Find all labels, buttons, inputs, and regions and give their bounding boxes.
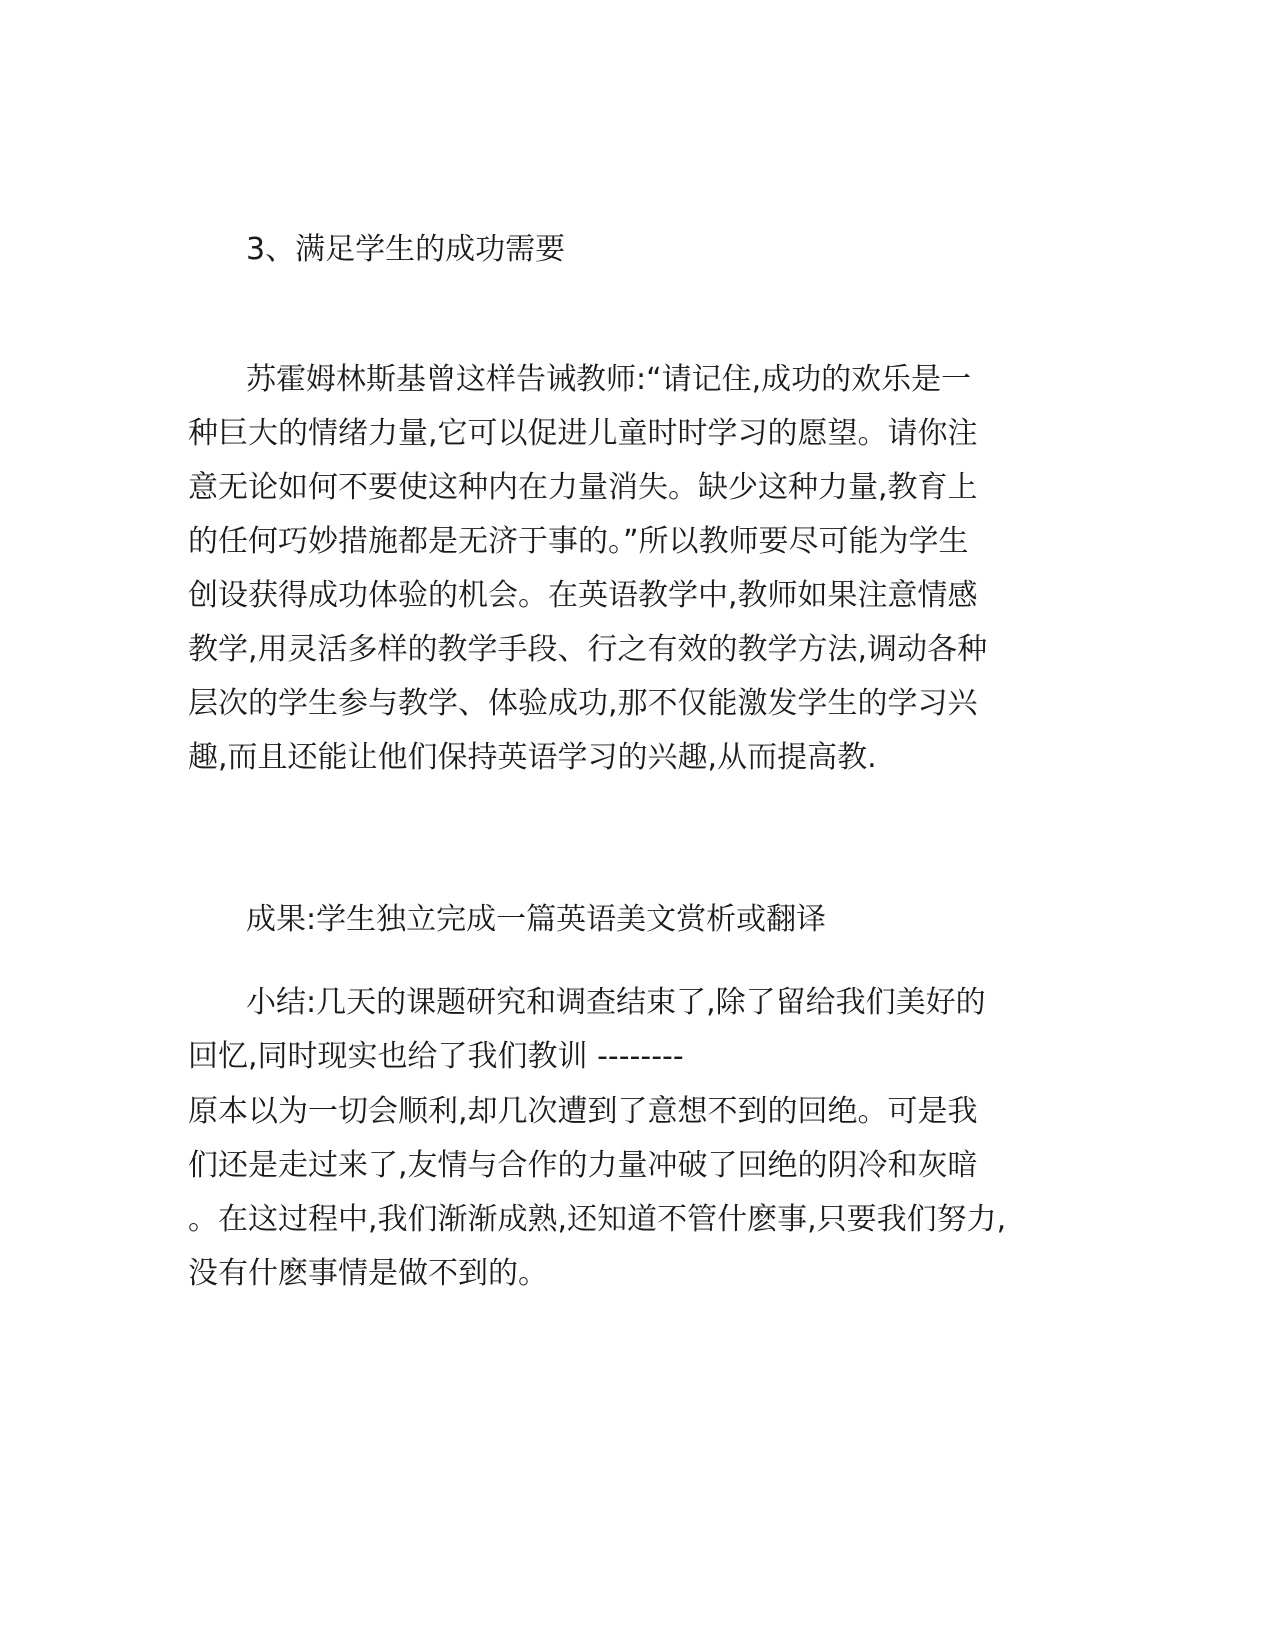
paragraph-line: 的任何巧妙措施都是无济于事的。”所以教师要尽可能为学生 [188, 524, 969, 559]
summary-line: 回忆,同时现实也给了我们教训 -------- [188, 1039, 684, 1074]
summary-line: 没有什麽事情是做不到的。 [188, 1256, 548, 1291]
paragraph-line: 教学,用灵活多样的教学手段、行之有效的教学方法,调动各种 [188, 632, 988, 667]
paragraph-line: 种巨大的情绪力量,它可以促进儿童时时学习的愿望。请你注 [188, 416, 978, 451]
summary-line: 原本以为一切会顺利,却几次遭到了意想不到的回绝。可是我 [188, 1094, 978, 1129]
paragraph-line: 苏霍姆林斯基曾这样告诫教师:“请记住,成功的欢乐是一 [246, 362, 972, 397]
paragraph-line: 层次的学生参与教学、体验成功,那不仅能激发学生的学习兴 [188, 686, 978, 721]
paragraph-line: 创设获得成功体验的机会。在英语教学中,教师如果注意情感 [188, 578, 978, 613]
section-heading: 3、满足学生的成功需要 [246, 232, 566, 267]
paragraph-line: 趣,而且还能让他们保持英语学习的兴趣,从而提高教. [188, 740, 877, 775]
summary-line: 。在这过程中,我们渐渐成熟,还知道不管什麽事,只要我们努力, [188, 1202, 1007, 1237]
outcome-line: 成果:学生独立完成一篇英语美文赏析或翻译 [246, 902, 827, 937]
paragraph-line: 意无论如何不要使这种内在力量消失。缺少这种力量,教育上 [188, 470, 978, 505]
summary-line: 们还是走过来了,友情与合作的力量冲破了回绝的阴冷和灰暗 [188, 1148, 978, 1183]
summary-line: 小结:几天的课题研究和调查结束了,除了留给我们美好的 [246, 985, 986, 1020]
